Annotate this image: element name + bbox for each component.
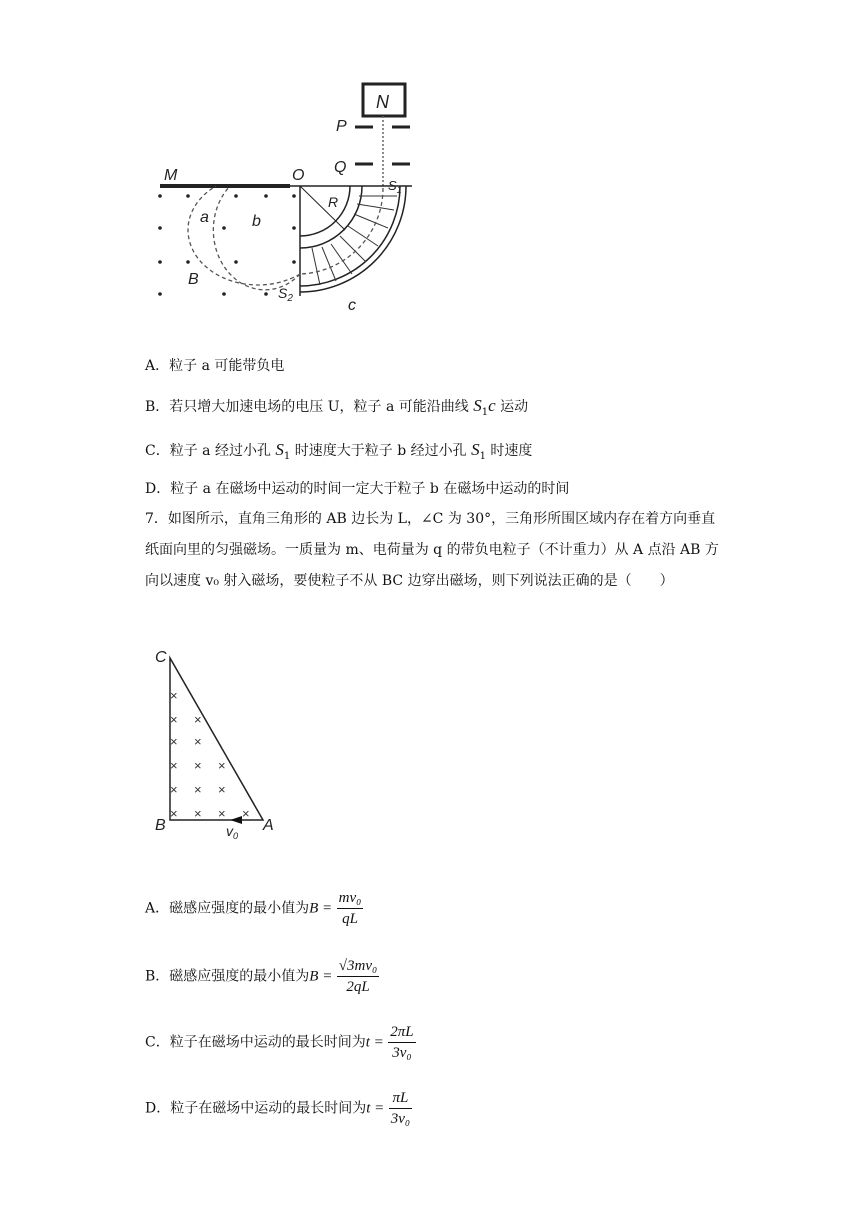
formula-fraction bbox=[337, 888, 364, 929]
svg-text:×: × bbox=[218, 806, 226, 821]
option-text-after: 运动 bbox=[495, 399, 529, 415]
option-text-3: 时速度 bbox=[485, 443, 533, 459]
label-A: A bbox=[263, 817, 274, 834]
option-letter: B． bbox=[145, 399, 170, 415]
formula-fraction bbox=[389, 1088, 412, 1129]
numerator: 2πL bbox=[388, 1022, 415, 1043]
q7-option-a bbox=[145, 888, 363, 929]
svg-text:×: × bbox=[170, 806, 178, 821]
q7-stem: 7．如图所示，直角三角形的 AB 边长为 L，∠C 为 30°，三角形所围区域内存在着方向垂直纸面向里的匀强磁场。一质量为 m、电荷量为 q 的带负电粒子（不计重力）从 A 点沿 AB 方向以速度 v₀ 射入磁场，要使粒子不从 BC 边穿出磁场，则下列说法正确的是（ ） bbox=[145, 511, 719, 589]
q7-option-b bbox=[145, 956, 379, 997]
label-P: P bbox=[336, 118, 347, 135]
formula-fraction bbox=[388, 1022, 415, 1063]
symbol-sub-2: 1 bbox=[479, 450, 486, 462]
option-letter: D． bbox=[145, 1100, 171, 1117]
formula-lhs: t = bbox=[366, 1100, 385, 1117]
label-v0: $v_0$ bbox=[226, 823, 239, 840]
svg-text:×: × bbox=[194, 734, 202, 749]
option-text: 粒子 a 在磁场中运动的时间一定大于粒子 b 在磁场中运动的时间 bbox=[170, 481, 570, 497]
trajectory-a bbox=[213, 186, 300, 290]
label-N: N bbox=[376, 92, 389, 112]
denominator: 3v₀ bbox=[390, 1111, 411, 1127]
label-O: O bbox=[292, 167, 305, 184]
symbol-s: S bbox=[473, 396, 482, 415]
label-a: a bbox=[200, 209, 209, 226]
svg-text:×: × bbox=[170, 734, 178, 749]
label-R: R bbox=[328, 194, 339, 210]
svg-text:×: × bbox=[194, 806, 202, 821]
svg-text:×: × bbox=[170, 758, 178, 773]
label-Q: Q bbox=[334, 159, 347, 176]
symbol-s: S bbox=[275, 440, 284, 459]
formula-lhs: B = bbox=[309, 968, 333, 985]
label-b: b bbox=[252, 213, 261, 230]
svg-text:×: × bbox=[194, 782, 202, 797]
figure-triangle bbox=[150, 640, 290, 840]
label-S2: $S_2$ bbox=[278, 285, 293, 304]
label-c: c bbox=[348, 297, 356, 314]
option-text-2: 时速度大于粒子 b 经过小孔 bbox=[290, 443, 472, 459]
option-letter: C． bbox=[145, 443, 170, 459]
trajectory-b bbox=[188, 186, 300, 285]
option-text: 粒子在磁场中运动的最长时间为 bbox=[170, 1100, 367, 1117]
symbol-sub: 1 bbox=[481, 406, 489, 418]
q6-option-b bbox=[145, 396, 528, 423]
label-M: M bbox=[164, 167, 178, 184]
numerator: mv₀ bbox=[337, 888, 364, 909]
option-text: 磁感应强度的最小值为 bbox=[169, 968, 310, 985]
q7-option-d bbox=[145, 1088, 412, 1129]
svg-text:×: × bbox=[194, 712, 202, 727]
q6-option-c bbox=[145, 440, 532, 467]
formula-lhs: B = bbox=[309, 900, 333, 917]
svg-text:×: × bbox=[242, 806, 250, 821]
option-letter: A． bbox=[145, 358, 170, 374]
figure-mass-spectrometer bbox=[140, 80, 440, 320]
svg-text:×: × bbox=[170, 782, 178, 797]
numerator: √3mv₀ bbox=[337, 956, 379, 977]
label-B: B bbox=[155, 817, 166, 834]
option-letter: D． bbox=[145, 481, 171, 497]
q6-option-a bbox=[145, 356, 284, 376]
symbol-s-2: S bbox=[471, 440, 480, 459]
option-text: 若只增大加速电场的电压 U，粒子 a 可能沿曲线 bbox=[169, 399, 474, 415]
label-S1: $S_1$ bbox=[388, 178, 402, 195]
triangle-abc bbox=[170, 658, 263, 820]
svg-text:×: × bbox=[218, 758, 226, 773]
svg-text:×: × bbox=[170, 712, 178, 727]
denominator: 2qL bbox=[346, 979, 370, 995]
option-text-1: 粒子 a 经过小孔 bbox=[169, 443, 276, 459]
q6-option-d bbox=[145, 479, 569, 499]
numerator: πL bbox=[389, 1088, 412, 1109]
option-text: 磁感应强度的最小值为 bbox=[169, 900, 310, 917]
formula-fraction bbox=[337, 956, 379, 997]
denominator: qL bbox=[342, 911, 358, 927]
symbol-sub: 1 bbox=[283, 450, 291, 462]
option-letter: C． bbox=[145, 1034, 170, 1051]
svg-text:×: × bbox=[218, 782, 226, 797]
formula-lhs: t = bbox=[365, 1034, 384, 1051]
option-text: 粒子 a 可能带负电 bbox=[169, 358, 285, 374]
label-B: B bbox=[188, 271, 199, 288]
option-letter: A． bbox=[145, 900, 170, 917]
symbol-c: c bbox=[488, 396, 496, 415]
denominator: 3v₀ bbox=[392, 1045, 412, 1061]
svg-text:×: × bbox=[170, 688, 178, 703]
q7-option-c bbox=[145, 1022, 416, 1063]
option-text: 粒子在磁场中运动的最长时间为 bbox=[169, 1034, 366, 1051]
option-letter: B． bbox=[145, 968, 170, 985]
label-C: C bbox=[155, 649, 167, 666]
svg-text:×: × bbox=[194, 758, 202, 773]
